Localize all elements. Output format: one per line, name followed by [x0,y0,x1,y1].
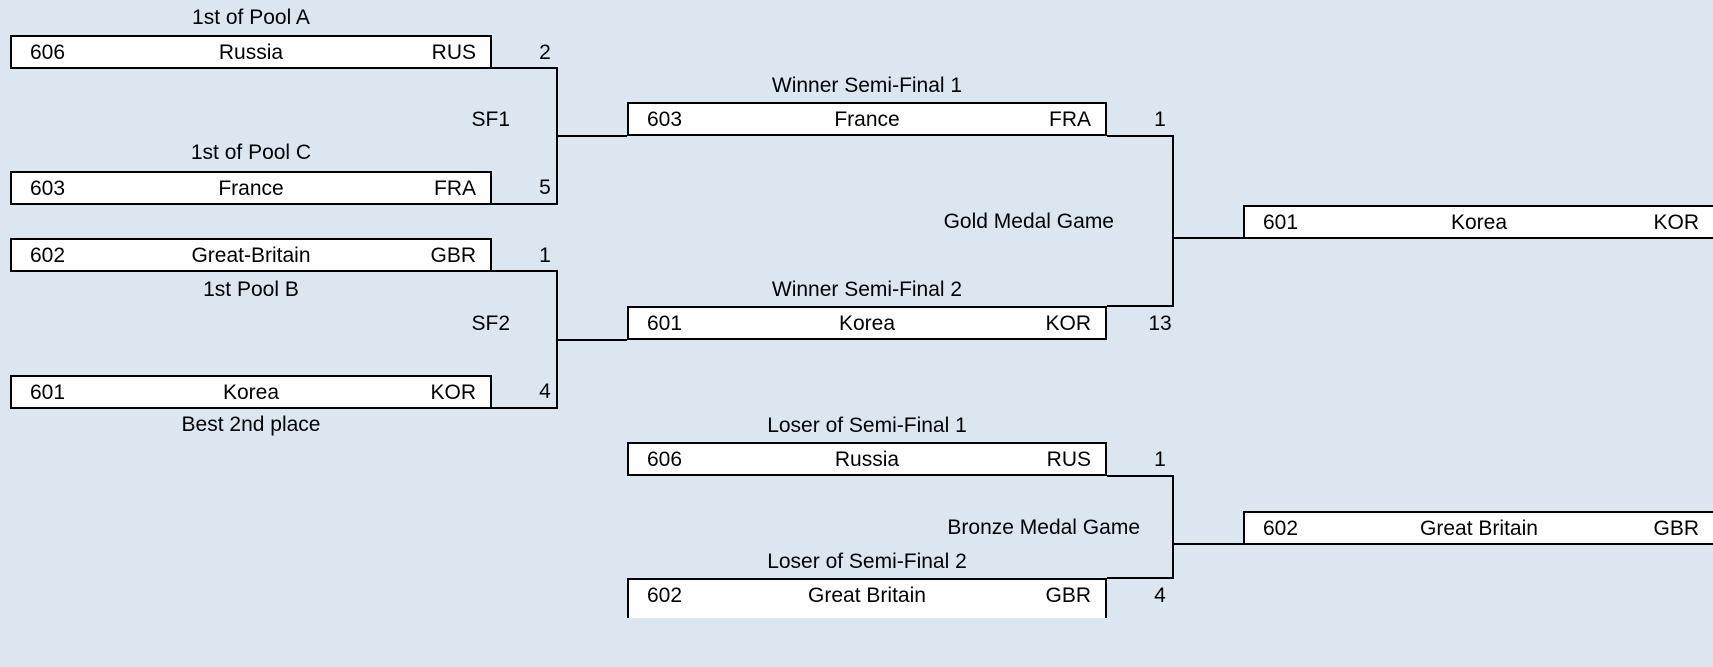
team-name: France [218,177,284,200]
bronze-top-caption: Loser of Semi-Final 1 [767,414,967,437]
gold-bottom-caption: Winner Semi-Final 2 [771,278,963,301]
team-slot-bronze-bottom [627,578,1107,618]
team-abbr: GBR [430,244,476,267]
team-slot-gold-top [627,102,1107,136]
sf1-bottom-score: 5 [539,176,551,199]
gold-bottom-score: 13 [1148,312,1172,335]
team-slot-gold-bottom [627,306,1107,340]
team-abbr: FRA [1049,108,1091,131]
team-abbr: GBR [1653,517,1699,540]
sf1-top-score: 2 [539,41,551,64]
bronze-top-score: 1 [1154,448,1166,471]
sf2-top-caption: 1st Pool B [203,278,299,301]
bronze-bottom-caption: Loser of Semi-Final 2 [767,550,967,573]
team-slot-sf1-bottom [10,171,492,205]
team-slot-bronze-top [627,442,1107,476]
team-code: 601 [647,312,683,335]
team-code: 603 [647,108,683,131]
bronze-bottom-score: 4 [1154,584,1166,607]
team-code: 602 [1263,517,1299,540]
team-name: France [834,108,900,131]
team-name: Great-Britain [191,244,311,267]
sf2-bottom-caption: Best 2nd place [181,413,321,436]
team-code: 601 [1263,211,1299,234]
sf2-bottom-score: 4 [539,380,551,403]
sf2-label: SF2 [471,312,510,335]
team-name: Russia [218,41,284,64]
team-abbr: RUS [431,41,476,64]
team-name: Korea [838,312,896,335]
gold-top-score: 1 [1154,108,1166,131]
team-code: 606 [30,41,66,64]
team-slot-sf2-bottom [10,375,492,409]
team-name: Great Britain [1420,517,1538,540]
team-abbr: KOR [430,381,476,404]
sf1-label: SF1 [471,108,510,131]
team-code: 602 [647,584,683,607]
team-slot-bronze-result [1243,511,1713,545]
team-name: Russia [834,448,900,471]
team-code: 606 [647,448,683,471]
team-slot-gold-result [1243,205,1713,239]
team-name: Korea [1450,211,1508,234]
gold-label: Gold Medal Game [943,210,1114,233]
team-name: Great Britain [808,584,926,607]
sf2-top-score: 1 [539,244,551,267]
sf1-top-caption: 1st of Pool A [192,6,310,29]
sf1-bottom-caption: 1st of Pool C [190,141,312,164]
team-name: Korea [222,381,280,404]
team-code: 603 [30,177,66,200]
team-abbr: GBR [1045,584,1091,607]
team-code: 602 [30,244,66,267]
team-abbr: RUS [1046,448,1091,471]
team-abbr: FRA [434,177,476,200]
bronze-label: Bronze Medal Game [947,516,1140,539]
team-slot-sf1-top [10,35,492,69]
team-abbr: KOR [1653,211,1699,234]
team-slot-sf2-top [10,238,492,272]
team-code: 601 [30,381,66,404]
team-abbr: KOR [1045,312,1091,335]
gold-top-caption: Winner Semi-Final 1 [771,74,963,97]
